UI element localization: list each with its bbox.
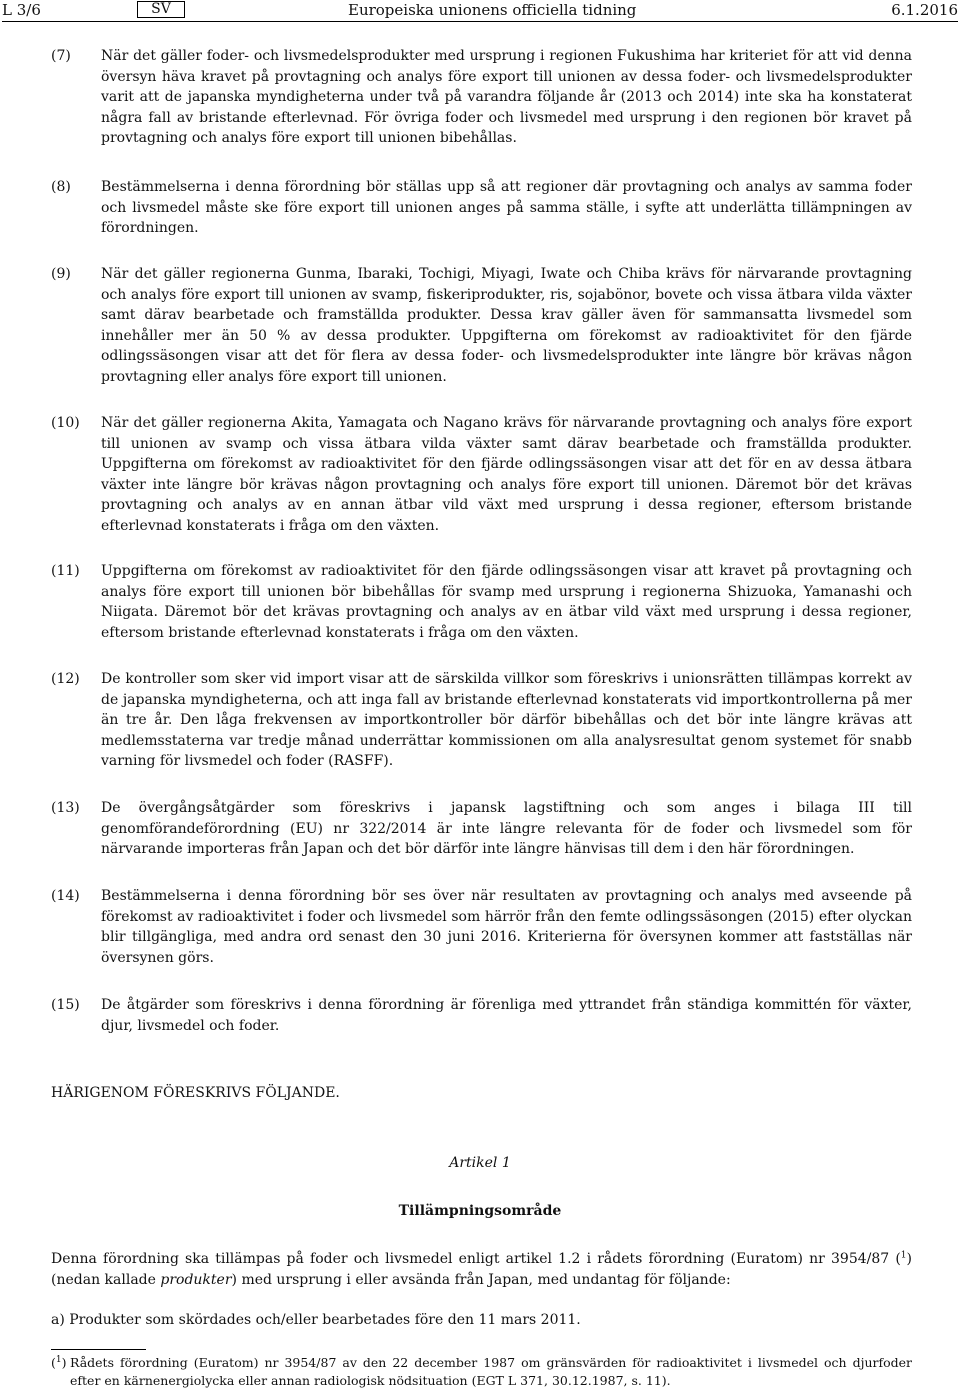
journal-title: Europeiska unionens officiella tidning bbox=[348, 1, 637, 19]
recital-number: (9) bbox=[51, 266, 71, 282]
recital-text: De kontroller som sker vid import visar att de särskilda villkor som föreskrivs i unionsrätten tillämpas korrekt av de japanska myndigheterna, och att inga fall av bristande efterlevnad konstaterats vid importkontrollerna på mer än tre år. Den låga frekvensen av importkontroller bör därför bibehållas och det bör inte längre krävas att medlemsstaterna var tredje månad underrättar kommissionen om alla analysresultat genom systemet för snabb varning för livsmedel och foder (RASFF). bbox=[101, 671, 912, 769]
recital-text: Bestämmelserna i denna förordning bör ställas upp så att regioner där provtagning och analys av samma foder och livsmedel måste ske före export till unionen anges på samma ställe, i syfte att underlätta tillämpningen av förordningen. bbox=[101, 179, 912, 236]
article-text-part: Denna förordning ska tillämpas på foder och livsmedel enligt artikel 1.2 i rådets förordning (Euratom) nr 3954/87 ( bbox=[51, 1251, 901, 1267]
footnote-ref: 1 bbox=[900, 1250, 907, 1261]
article-item-a: a) Produkter som skördades och/eller bearbetades före den 11 mars 2011. bbox=[51, 1312, 581, 1328]
recital-number: (11) bbox=[51, 563, 80, 579]
article-paragraph bbox=[51, 1249, 912, 1290]
recital-text: De åtgärder som föreskrivs i denna förordning är förenliga med yttrandet från ständiga kommittén för växter, djur, livsmedel och foder. bbox=[101, 997, 912, 1034]
recital-number: (13) bbox=[51, 800, 80, 816]
recital-text: De övergångsåtgärder som föreskrivs i japansk lagstiftning och som anges i bilaga III till genomförandeförordning (EU) nr 322/2014 är inte längre relevanta för de foder och livsmedel som för närvarande importeras från Japan och det bör därför inte längre hänvisas till dem i den här förordningen. bbox=[101, 800, 912, 857]
publication-date: 6.1.2016 bbox=[891, 1, 958, 19]
recital-number: (8) bbox=[51, 179, 71, 195]
footnote-marker: ($^1$) bbox=[51, 1354, 67, 1370]
footnote-number: 1 bbox=[55, 1354, 62, 1365]
page-reference: L 3/6 bbox=[2, 1, 41, 19]
recital-text: När det gäller regionerna Gunma, Ibaraki, Tochigi, Miyagi, Iwate och Chiba krävs för närvarande provtagning och analys före export till unionen av svamp, fiskeriprodukter, ris, sojabönor, bovete och vissa ätbara vilda växter samt därav bearbetade och framställda produkter. Dessa krav gäller även för sammansatta livsmedel som innehåller mer än 50 % av dessa produkter. Uppgifterna om förekomst av radioaktivitet för den fjärde odlingssäsongen visar att det för flera av dessa foder- och livsmedelsprodukter inte längre bör krävas någon provtagning eller analys före export till unionen. bbox=[101, 266, 912, 385]
enacting-formula: HÄRIGENOM FÖRESKRIVS FÖLJANDE. bbox=[51, 1085, 340, 1101]
footnote-text: Rådets förordning (Euratom) nr 3954/87 av den 22 december 1987 om gränsvärden för radioaktivitet i livsmedel och djurfoder efter en kärnenergiolycka eller annan radiologisk nödsituation (EGT L 371, 30.12.1987, s. 11). bbox=[70, 1355, 912, 1388]
recital-text: När det gäller foder- och livsmedelsprodukter med ursprung i regionen Fukushima har kriteriet för att vid denna översyn häva kravet på provtagning och analys före export till unionen av dessa foder- och livsmedelsprodukter varit att de japanska myndigheterna under två på varandra följande år (2013 och 2014) inte ska ha konstaterat några fall av bristande efterlevnad. För övriga foder och livsmedel med ursprung i den regionen bör kravet på provtagning och analys före export till unionen bibehållas. bbox=[101, 48, 912, 146]
recital-number: (10) bbox=[51, 415, 80, 431]
recital-text: Bestämmelserna i denna förordning bör ses över när resultaten av provtagning och analys med avseende på förekomst av radioaktivitet i foder och livsmedel som härrör från den femte odlingssäsongen (2015) efter olyckan blir tillgängliga, med andra ord senast den 30 juni 2016. Kriterierna för översynen kommer att fastställas när översynen görs. bbox=[101, 888, 912, 966]
footnote-separator bbox=[51, 1349, 146, 1350]
language-code-box: SV bbox=[137, 1, 185, 18]
recital-number: (12) bbox=[51, 671, 80, 687]
article-text-part: ) (nedan kallade bbox=[51, 1251, 912, 1288]
recital-number: (7) bbox=[51, 48, 71, 64]
article-title: Tillämpningsområde bbox=[398, 1203, 562, 1219]
recital-number: (14) bbox=[51, 888, 80, 904]
recital-number: (15) bbox=[51, 997, 80, 1013]
recital-text: Uppgifterna om förekomst av radioaktivitet för den fjärde odlingssäsongen visar att kravet på provtagning och analys före export till unionen bör bibehållas för svamp med ursprung i regionerna Shizuoka, Yamanashi och Niigata. Däremot bör det krävas provtagning och analys av en ätbar vild växt med ursprung i dessa regioner, eftersom bristande efterlevnad konstaterats i fråga om den växten. bbox=[101, 563, 912, 641]
defined-term: produkter bbox=[160, 1271, 232, 1288]
page-header bbox=[2, 0, 958, 22]
article-label: Artikel 1 bbox=[449, 1155, 511, 1171]
recital-text: När det gäller regionerna Akita, Yamagata och Nagano krävs för närvarande provtagning och analys före export till unionen av svamp och vissa ätbara vilda växter samt därav bearbetade och framställda produkter. Uppgifterna om förekomst av radioaktivitet för den fjärde odlingssäsongen visar att det för en av dessa ätbara växter inte längre bör krävas någon provtagning och analys före export till unionen. Däremot bör det krävas provtagning och analys av en annan ätbar vild växt med ursprung i dessa regioner, eftersom bristande efterlevnad konstaterats i fråga om den växten. bbox=[101, 415, 912, 534]
article-text-part: ) med ursprung i eller avsända från Japan, med undantag för följande: bbox=[231, 1271, 731, 1288]
